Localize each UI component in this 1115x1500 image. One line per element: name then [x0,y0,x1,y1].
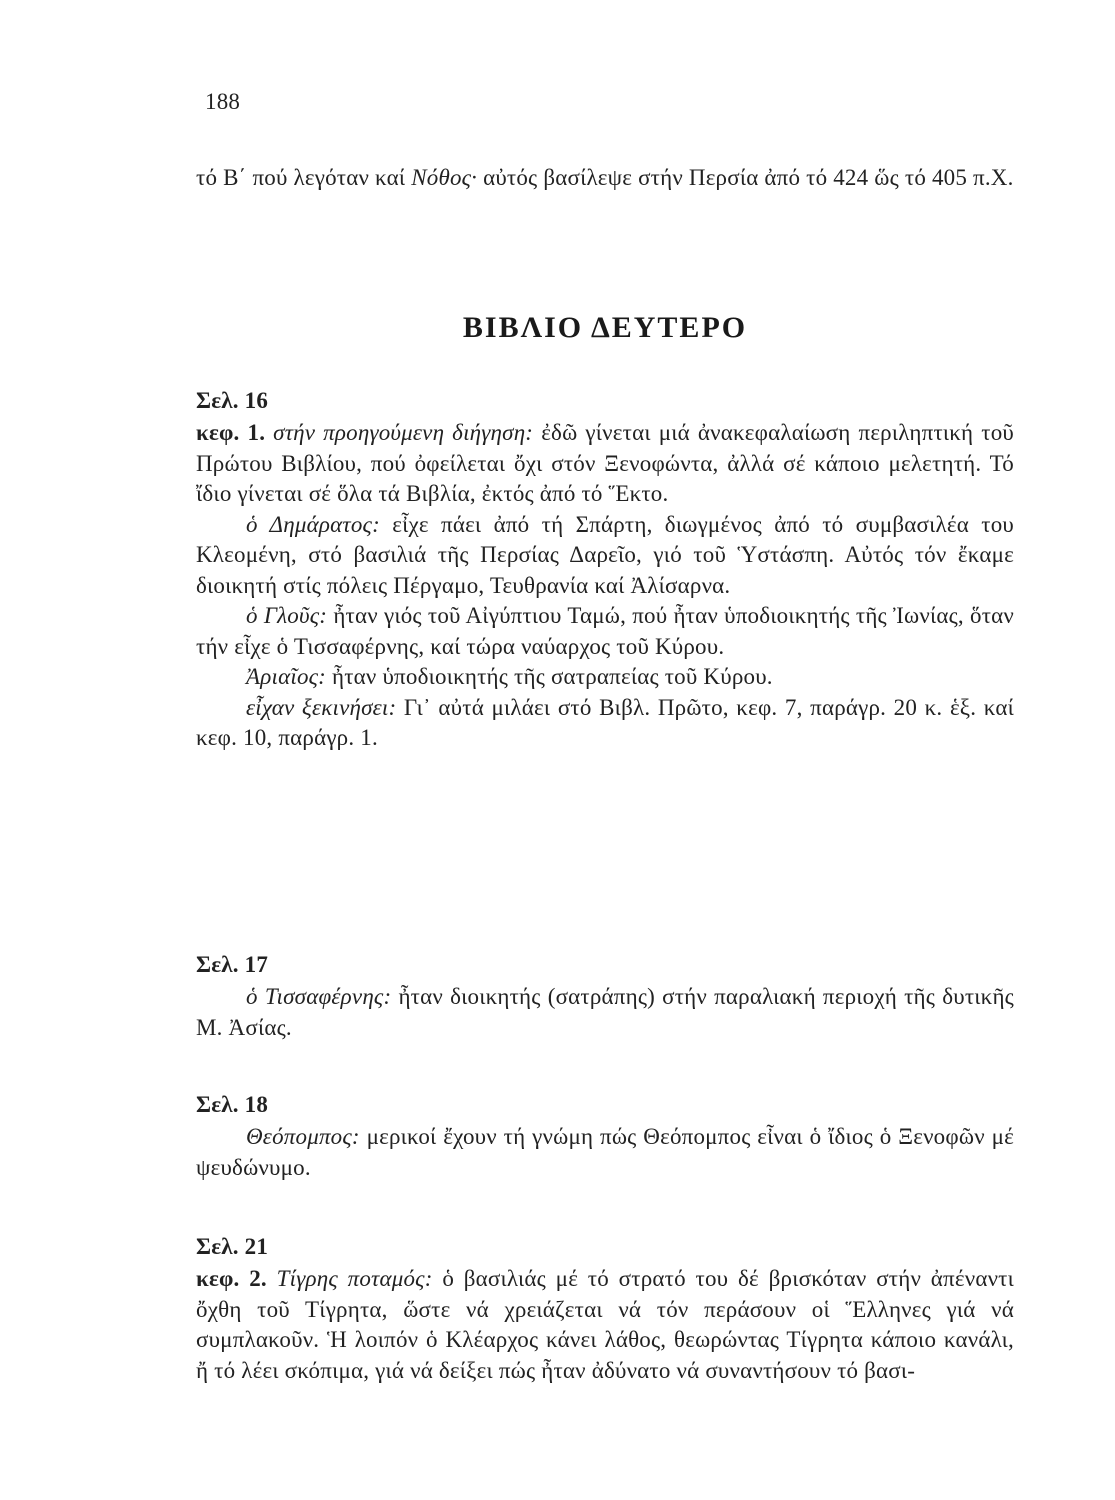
chapter-label: κεφ. 1. [196,420,266,445]
section-heading: Σελ. 21 [196,1234,269,1259]
continuation-term: Νόθος· [411,165,478,190]
continuation-paragraph [196,163,1014,194]
section-page-21 [196,1232,1014,1386]
continuation-pre: τό Β΄ πού λεγόταν καί [196,165,406,190]
section-heading: Σελ. 17 [196,952,269,977]
note-paragraph [196,662,1014,693]
note-paragraph [196,510,1014,602]
section-page-18 [196,1090,1014,1183]
note-term: Ἀριαῖος: [246,664,327,689]
note-term: στήν προηγούμενη διήγηση: [273,420,534,445]
note-text: μερικοί ἔχουν τή γνώμη πώς Θεόπομπος εἶναι ὁ ἴδιος ὁ Ξενοφῶν μέ ψευδώνυμο. [196,1124,1014,1180]
note-paragraph [196,1264,1014,1386]
note-term: ὁ Δημάρατος: [246,511,380,537]
note-text: Γι᾽ αὐτά μιλάει στό Βιβλ. Πρῶτο, κεφ. 7, παράγρ. 20 κ. ἑξ. καί κεφ. 10, παράγρ. 1. [196,694,1014,750]
note-paragraph [196,1122,1014,1183]
page-number: 188 [205,89,241,114]
chapter-label: κεφ. 2. [196,1266,267,1291]
note-text: ἦταν διοικητής (σατράπης) στήν παραλιακή περιοχή τῆς δυτικῆς Μ. Ἀσίας. [196,984,1014,1040]
note-paragraph [196,601,1014,662]
note-paragraph [196,418,1014,510]
note-term: ὁ Τισσαφέρνης: [246,984,392,1009]
note-paragraph [196,982,1014,1043]
note-text: ἦταν ὑποδιοικητής τῆς σατραπείας τοῦ Κύρου. [332,664,773,689]
note-text: ἦταν γιός τοῦ Αἰγύπτιου Ταμώ, πού ἦταν ὑποδιοικητής τῆς Ἰωνίας, ὅταν τήν εἶχε ὁ Τισσαφέρνης, καί τώρα ναύαρχος τοῦ Κύρου. [196,603,1014,659]
note-term: Θεόπομπος: [246,1124,360,1149]
note-text: ὁ βασιλιάς μέ τό στρατό του δέ βρισκόταν στήν ἀπέναντι ὄχθη τοῦ Τίγρητα, ὥστε νά χρειάζεται νά τόν περάσουν οἱ Ἕλληνες γιά νά συμπλακοῦν. Ἡ λοιπόν ὁ Κλέαρχος κάνει λάθος, θεωρώντας Τίγρητα κάποιο κανάλι, ἤ τό λέει σκόπιμα, γιά νά δείξει πώς ἦταν ἀδύνατο νά συναντήσουν τό βασι- [196,1266,1015,1383]
note-term: ὁ Γλοῦς: [246,603,328,628]
note-term: εἶχαν ξεκινήσει: [246,694,397,720]
note-text: ἐδῶ γίνεται μιά ἀνακεφαλαίωση περιληπτική τοῦ Πρώτου Βιβλίου, πού ὀφείλεται ὄχι στόν Ξενοφώντα, ἀλλά σέ κάποιο μελετητή. Τό ἴδιο γίνεται σέ ὅλα τά Βιβλία, ἐκτός ἀπό τό Ἕκτο. [196,420,1015,506]
note-text: εἶχε πάει ἀπό τή Σπάρτη, διωγμένος ἀπό τό συμβασιλέα του Κλεομένη, στό βασιλιά τῆς Περσίας Δαρεῖο, γιό τοῦ Ὑστάσπη. Αὐτός τόν ἔκαμε διοικητή στίς πόλεις Πέργαμο, Τευθρανία καί Ἀλίσαρνα. [196,511,1014,598]
section-heading: Σελ. 18 [196,1092,269,1117]
note-term: Τίγρης ποταμός: [276,1266,433,1291]
book-title: ΒΙΒΛΙΟ ΔΕΥΤΕΡΟ [462,311,748,344]
section-page-16 [196,386,1014,754]
section-page-17 [196,950,1014,1043]
note-paragraph [196,693,1014,754]
section-heading: Σελ. 16 [196,388,269,413]
continuation-post: αὐτός βασίλεψε στήν Περσία ἀπό τό 424 ὥς τό 405 π.Χ. [483,165,1014,190]
